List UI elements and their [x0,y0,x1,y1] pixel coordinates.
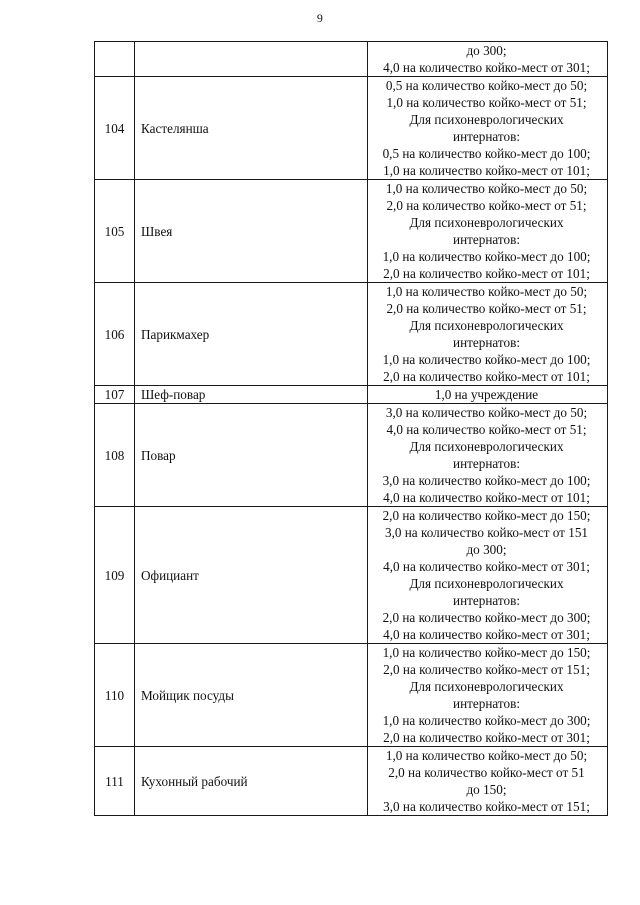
norm-line: 1,0 на количество койко-мест до 50; [385,748,588,763]
position-name-cell: Кухонный рабочий [135,747,368,816]
row-number-cell: 106 [95,283,135,386]
norm-line: 0,5 на количество койко-мест до 100; [382,146,591,161]
norm-line: 2,0 на количество койко-мест до 300; [382,610,591,625]
norm-line: 2,0 на количество койко-мест от 51; [386,301,587,316]
row-number-cell: 109 [95,507,135,644]
row-number-cell: 104 [95,77,135,180]
norm-line: 4,0 на количество койко-мест от 301; [383,559,590,574]
norm-line: 1,0 на количество койко-мест от 51; [386,95,587,110]
table-row [95,747,608,816]
position-name-cell: Шеф-повар [135,386,368,404]
norm-line: 3,0 на количество койко-мест до 100; [382,473,591,488]
position-name-cell: Мойщик посуды [135,644,368,747]
norm-line: Для психоневрологических [409,576,564,591]
table-row [95,77,608,180]
position-name-cell: Парикмахер [135,283,368,386]
norm-line: 2,0 на количество койко-мест от 51 [388,765,585,780]
table-body [95,42,608,816]
table-row [95,507,608,644]
norm-line: 1,0 на количество койко-мест до 150; [382,645,591,660]
norm-line: интернатов: [453,129,520,144]
staffing-norm-cell [368,180,608,283]
norm-line: 4,0 на количество койко-мест от 301; [383,60,590,75]
norm-line: 1,0 на количество койко-мест до 50; [385,284,588,299]
norm-line: 2,0 на количество койко-мест от 101; [383,369,590,384]
row-number-cell: 105 [95,180,135,283]
norm-line: Для психоневрологических [409,112,564,127]
norm-line: 4,0 на количество койко-мест от 301; [383,627,590,642]
table-row [95,404,608,507]
table-row [95,283,608,386]
staffing-norms-table [94,41,608,816]
row-number-cell [95,42,135,77]
position-name-cell: Кастелянша [135,77,368,180]
norm-line: 1,0 на количество койко-мест от 101; [383,163,590,178]
norm-line: 1,0 на количество койко-мест до 100; [382,352,591,367]
norm-line: Для психоневрологических [409,318,564,333]
row-number-cell: 110 [95,644,135,747]
norm-line: 2,0 на количество койко-мест от 101; [383,266,590,281]
position-name-cell: Официант [135,507,368,644]
table-row [95,644,608,747]
table-row [95,180,608,283]
norm-line: 4,0 на количество койко-мест от 101; [383,490,590,505]
staffing-norm-cell [368,283,608,386]
norm-line: 3,0 на количество койко-мест от 151; [383,799,590,814]
norm-line: интернатов: [453,593,520,608]
row-number-cell: 107 [95,386,135,404]
norm-line: 1,0 на количество койко-мест до 300; [382,713,591,728]
staffing-norm-cell [368,507,608,644]
norm-line: 2,0 на количество койко-мест от 151; [383,662,590,677]
norm-line: 4,0 на количество койко-мест от 51; [386,422,587,437]
row-number-cell: 108 [95,404,135,507]
norm-line: 1,0 на количество койко-мест до 50; [385,181,588,196]
position-name-cell [135,42,368,77]
position-name-cell: Швея [135,180,368,283]
norm-line: до 150; [466,782,507,797]
norm-line: 3,0 на количество койко-мест до 50; [385,405,588,420]
norm-line: интернатов: [453,232,520,247]
norm-line: 0,5 на количество койко-мест до 50; [385,78,588,93]
norm-line: 3,0 на количество койко-мест от 151 [384,525,589,540]
norm-line: Для психоневрологических [409,215,564,230]
staffing-norm-cell [368,42,608,77]
norm-line: до 300; [466,43,507,58]
norm-line: 1,0 на учреждение [434,387,539,402]
staffing-norm-cell [368,747,608,816]
norm-line: 2,0 на количество койко-мест от 51; [386,198,587,213]
table-row [95,386,608,404]
staffing-norm-cell [368,644,608,747]
table-row [95,42,608,77]
norm-line: интернатов: [453,335,520,350]
row-number-cell: 111 [95,747,135,816]
norm-line: интернатов: [453,456,520,471]
norm-line: 1,0 на количество койко-мест до 100; [382,249,591,264]
staffing-norm-cell [368,77,608,180]
staffing-norm-cell [368,404,608,507]
norm-line: интернатов: [453,696,520,711]
norm-line: Для психоневрологических [409,439,564,454]
staffing-norm-cell [368,386,608,404]
norm-line: до 300; [466,542,507,557]
position-name-cell: Повар [135,404,368,507]
norm-line: 2,0 на количество койко-мест от 301; [383,730,590,745]
norm-line: Для психоневрологических [409,679,564,694]
norm-line: 2,0 на количество койко-мест до 150; [382,508,591,523]
page-number: 9 [316,11,324,25]
